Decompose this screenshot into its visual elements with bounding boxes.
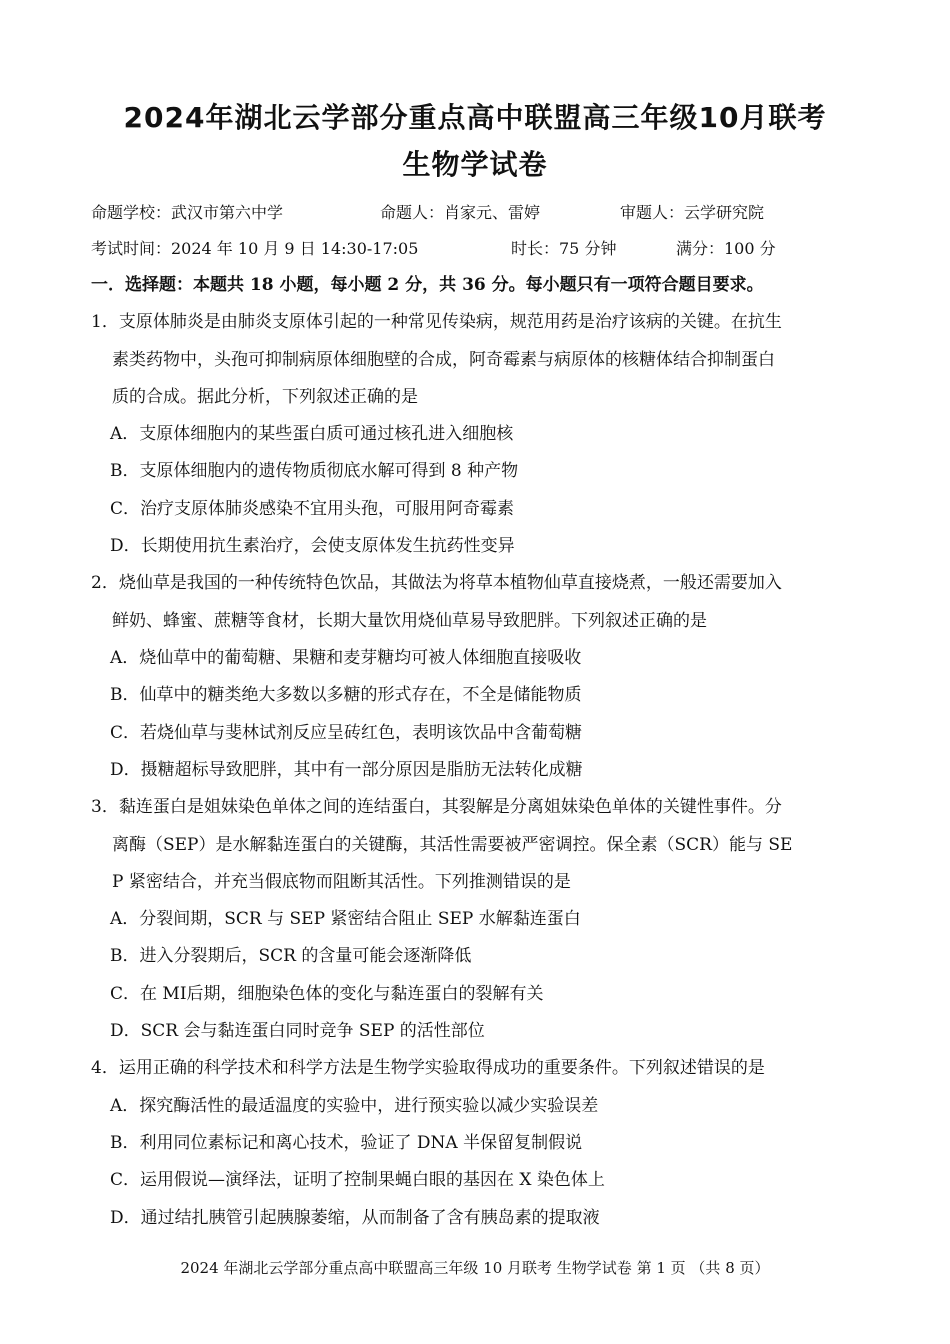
question-1-line-1: 1．支原体肺炎是由肺炎支原体引起的一种常见传染病，规范用药是治疗该病的关键。在抗生: [91, 312, 782, 332]
meta-time: 考试时间：2024 年 10 月 9 日 14:30-17:05: [91, 239, 419, 258]
exam-title: 2024年湖北云学部分重点高中联盟高三年级10月联考: [123, 101, 827, 134]
question-3-line-3: P 紧密结合，并充当假底物而阻断其活性。下列推测错误的是: [112, 872, 571, 892]
question-3-option-d: D．SCR 会与黏连蛋白同时竞争 SEP 的活性部位: [110, 1021, 485, 1041]
question-3-option-a: A．分裂间期，SCR 与 SEP 紧密结合阻止 SEP 水解黏连蛋白: [110, 909, 581, 929]
question-2-option-a: A．烧仙草中的葡萄糖、果糖和麦芽糖均可被人体细胞直接吸收: [110, 648, 582, 668]
question-3-option-b: B．进入分裂期后，SCR 的含量可能会逐渐降低: [110, 946, 472, 966]
question-2-option-b: B．仙草中的糖类绝大多数以多糖的形式存在，不全是储能物质: [110, 685, 582, 705]
page-footer: 2024 年湖北云学部分重点高中联盟高三年级 10 月联考 生物学试卷 第 1 页 （共 8 页）: [180, 1259, 770, 1277]
question-1-option-c: C．治疗支原体肺炎感染不宜用头孢，可服用阿奇霉素: [110, 499, 515, 519]
question-4-option-a: A．探究酶活性的最适温度的实验中，进行预实验以减少实验误差: [110, 1096, 599, 1116]
meta-reviewer: 审题人：云学研究院: [620, 203, 765, 222]
exam-subject-title: 生物学试卷: [402, 148, 548, 181]
question-2-line-2: 鲜奶、蜂蜜、蔗糖等食材，长期大量饮用烧仙草易导致肥胖。下列叙述正确的是: [112, 611, 707, 631]
question-2-option-c: C．若烧仙草与斐林试剂反应呈砖红色，表明该饮品中含葡萄糖: [110, 723, 583, 743]
question-4-option-c: C．运用假说—演绎法，证明了控制果蝇白眼的基因在 X 染色体上: [110, 1170, 605, 1190]
question-3-option-c: C．在 MI后期，细胞染色体的变化与黏连蛋白的裂解有关: [110, 984, 544, 1004]
question-2-option-d: D．摄糖超标导致肥胖，其中有一部分原因是脂肪无法转化成糖: [110, 760, 583, 780]
meta-school: 命题学校：武汉市第六中学: [91, 203, 284, 222]
question-1-line-3: 质的合成。据此分析，下列叙述正确的是: [112, 387, 418, 407]
question-4-option-b: B．利用同位素标记和离心技术，验证了 DNA 半保留复制假说: [110, 1133, 583, 1153]
question-1-option-d: D．长期使用抗生素治疗，会使支原体发生抗药性变异: [110, 536, 515, 556]
question-1-option-b: B．支原体细胞内的遗传物质彻底水解可得到 8 种产物: [110, 461, 519, 481]
question-1-line-2: 素类药物中，头孢可抑制病原体细胞壁的合成，阿奇霉素与病原体的核糖体结合抑制蛋白: [112, 350, 775, 370]
question-2-line-1: 2．烧仙草是我国的一种传统特色饮品，其做法为将草本植物仙草直接烧煮，一般还需要加入: [91, 573, 782, 593]
meta-authors: 命题人：肖家元、雷婷: [380, 203, 541, 222]
meta-duration: 时长：75 分钟: [511, 239, 617, 258]
question-1-option-a: A．支原体细胞内的某些蛋白质可通过核孔进入细胞核: [110, 424, 514, 444]
meta-score: 满分：100 分: [676, 239, 776, 258]
question-4-option-d: D．通过结扎胰管引起胰腺萎缩，从而制备了含有胰岛素的提取液: [110, 1208, 600, 1228]
question-3-line-2: 离酶（SEP）是水解黏连蛋白的关键酶，其活性需要被严密调控。保全素（SCR）能与 SE: [112, 835, 793, 855]
question-3-line-1: 3．黏连蛋白是姐妹染色单体之间的连结蛋白，其裂解是分离姐妹染色单体的关键性事件。分: [91, 797, 782, 817]
question-4-line-1: 4．运用正确的科学技术和科学方法是生物学实验取得成功的重要条件。下列叙述错误的是: [91, 1058, 765, 1078]
section-heading: 一．选择题：本题共 18 小题，每小题 2 分，共 36 分。每小题只有一项符合题目要求。: [91, 275, 764, 295]
